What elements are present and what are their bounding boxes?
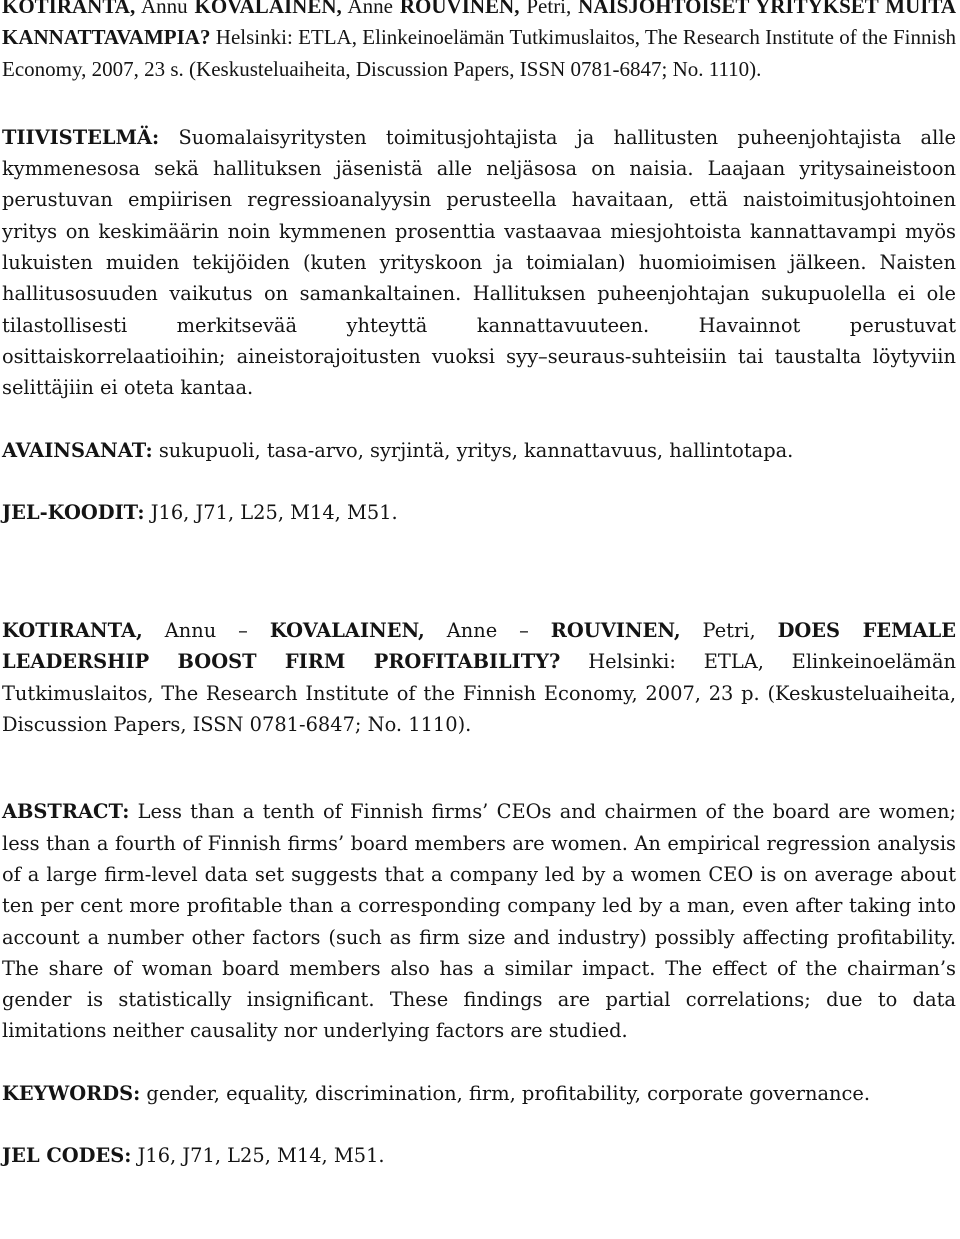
fi-author-3: ROUVINEN, xyxy=(399,0,520,18)
spacer xyxy=(2,404,956,435)
en-given-1: Annu xyxy=(164,619,217,643)
fi-jel-text: J16, J71, L25, M14, M51. xyxy=(150,500,398,524)
en-given-3: Petri, xyxy=(702,619,756,643)
en-publisher: Helsinki: ETLA, Elinkeinoelämän Tutkimuslaitos, The Research Institute of the Finnish Economy, 2007, 23 p. (Keskusteluaiheita, Discussion Papers, ISSN 0781-6847; No. 1110). xyxy=(2,650,956,737)
fi-abstract-label: TIIVISTELMÄ: xyxy=(2,125,160,149)
spacer xyxy=(2,85,956,122)
fi-abstract-text-a: Suomalaisyritysten toimitusjohtajista ja hallitusten puheenjohtajista alle kymmenesosa sekä hallituksen jäsenistä alle neljäsosa on naisia. xyxy=(2,125,956,181)
fi-given-3: Petri, xyxy=(526,0,572,18)
en-citation xyxy=(2,615,956,740)
en-dash-1: – xyxy=(238,619,248,643)
spacer xyxy=(2,584,956,615)
fi-author-1: KOTIRANTA, xyxy=(2,0,136,18)
fi-citation xyxy=(2,0,956,85)
en-given-2: Anne xyxy=(446,619,498,643)
en-abstract-label: ABSTRACT: xyxy=(2,800,130,824)
en-keywords-text: gender, equality, discrimination, firm, profitability, corporate governance. xyxy=(146,1081,871,1105)
fi-keywords-text: sukupuoli, tasa-arvo, syrjintä, yritys, kannattavuus, hallintotapa. xyxy=(158,438,794,462)
en-title: DOES FEMALE LEADERSHIP BOOST FIRM PROFITABILITY? xyxy=(2,619,957,674)
fi-given-1: Annu xyxy=(140,0,188,18)
spacer xyxy=(2,466,956,497)
fi-keywords xyxy=(2,435,956,466)
fi-jel xyxy=(2,497,956,528)
spacer xyxy=(2,1109,956,1140)
en-abstract xyxy=(2,796,956,1046)
fi-abstract-text-b: Laajaan yritysaineistoon perustuvan empiirisen regressioanalyysin perusteella havaitaan, että naistoimitusjohtoinen yritys on keskimäärin noin kymmenen prosenttia vastaavaa miesjohtoista kannattavampi myös lukuisten muiden tekijöiden (kuten yrityskoon ja toimialan) huomioimisen jälkeen. Naisten hallitusosuuden vaikutus on samankaltainen. Hallituksen puheenjohtajan sukupuolella ei ole tilastollisesti merkitsevää yhteyttä kannattavuuteen. Havainnot perustuvat osittaiskorrelaatioihin; aineistorajoitusten vuoksi syy–seuraus-suhteisiin tai taustalta löytyviin selittäjiin ei oteta kantaa. xyxy=(2,157,956,400)
fi-title: NAISJOHTOISET YRITYKSET MUITA KANNATTAVAMPIA? xyxy=(2,0,957,50)
fi-given-2: Anne xyxy=(347,0,393,18)
en-jel-label: JEL CODES: xyxy=(2,1144,132,1168)
en-dash-2: – xyxy=(519,619,529,643)
en-jel xyxy=(2,1140,956,1171)
fi-keywords-label: AVAINSANAT: xyxy=(2,438,153,462)
spacer xyxy=(2,528,956,584)
en-keywords-label: KEYWORDS: xyxy=(2,1081,141,1105)
en-abstract-text: Less than a tenth of Finnish firms’ CEOs and chairmen of the board are women; less than a fourth of Finnish firms’ board members are women. An empirical regression analysis of a large firm-level data set suggests that a company led by a women CEO is on average about ten per cent more profitable than a corresponding company led by a man, even after taking into account a number other factors (such as firm size and industry) possibly affecting profitability. The share of woman board members also has a similar impact. The effect of the chairman’s gender is statistically insignificant. These findings are partial correlations; due to data limitations neither causality nor underlying factors are studied. xyxy=(2,800,956,1043)
spacer xyxy=(2,740,956,796)
en-jel-text: J16, J71, L25, M14, M51. xyxy=(137,1144,385,1168)
fi-abstract xyxy=(2,122,956,404)
en-author-3: ROUVINEN, xyxy=(550,619,681,643)
en-keywords xyxy=(2,1078,956,1109)
spacer xyxy=(2,1047,956,1078)
en-author-1: KOTIRANTA, xyxy=(2,619,143,643)
en-author-2: KOVALAINEN, xyxy=(269,619,425,643)
fi-jel-label: JEL-KOODIT: xyxy=(2,500,145,524)
fi-author-2: KOVALAINEN, xyxy=(194,0,342,18)
fi-publisher: Helsinki: ETLA, Elinkeinoelämän Tutkimuslaitos, The Research Institute of the Finnish Economy, 2007, 23 s. (Keskusteluaiheita, Discussion Papers, ISSN 0781-6847; No. 1110). xyxy=(2,25,957,81)
